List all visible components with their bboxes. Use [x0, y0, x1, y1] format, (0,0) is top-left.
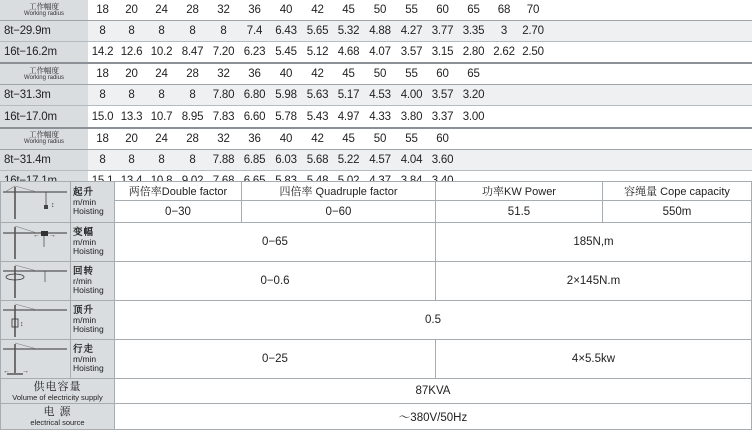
load-value-cell: 4.68	[333, 42, 364, 64]
load-row-label: 8t−29.9m	[0, 21, 88, 42]
radius-cell: 36	[239, 63, 270, 85]
radius-cell: 50	[364, 63, 396, 85]
luffing-power-value: 185N,m	[436, 223, 752, 262]
load-value-cell: 2.70	[519, 21, 547, 42]
load-row	[0, 85, 752, 106]
radius-cell: 40	[270, 0, 302, 21]
filler-cell	[547, 0, 752, 21]
jacking-label: 顶升 m/min Hoisting	[71, 301, 115, 340]
radius-cell: 45	[333, 63, 364, 85]
hoisting-label: 起升 m/min Hoisting	[71, 182, 115, 223]
load-value-cell: 8	[88, 85, 117, 106]
load-row	[0, 149, 752, 170]
load-value-cell	[519, 149, 547, 170]
load-chart-table	[0, 0, 752, 193]
radius-cell: 70	[519, 0, 547, 21]
load-value-cell: 10.7	[146, 106, 177, 128]
parameters-table	[0, 181, 752, 430]
load-value-cell: 4.97	[333, 106, 364, 128]
slewing-speed-value: 0−0.6	[115, 262, 436, 301]
filler-cell	[547, 106, 752, 128]
load-value-cell: 7.4	[239, 21, 270, 42]
load-value-cell: 6.03	[270, 149, 302, 170]
radius-cell	[519, 128, 547, 150]
load-value-cell	[489, 149, 519, 170]
radius-cell: 20	[117, 63, 146, 85]
load-value-cell: 5.22	[333, 149, 364, 170]
load-value-cell: 5.32	[333, 21, 364, 42]
load-value-cell: 3.20	[458, 85, 489, 106]
load-value-cell: 5.12	[302, 42, 333, 64]
filler-cell	[547, 85, 752, 106]
load-value-cell: 8	[117, 85, 146, 106]
filler-cell	[547, 149, 752, 170]
load-value-cell	[458, 149, 489, 170]
load-value-cell: 4.33	[364, 106, 396, 128]
load-value-cell	[519, 106, 547, 128]
radius-cell: 60	[427, 63, 458, 85]
radius-cell	[458, 128, 489, 150]
radius-cell: 68	[489, 0, 519, 21]
radius-cell: 28	[177, 128, 208, 150]
load-value-cell: 8	[177, 21, 208, 42]
svg-text:↕: ↕	[51, 202, 55, 209]
radius-cell: 20	[117, 0, 146, 21]
load-value-cell: 5.45	[270, 42, 302, 64]
radius-cell	[489, 128, 519, 150]
radius-cell: 42	[302, 128, 333, 150]
svg-text:←: ←	[3, 368, 10, 375]
load-value-cell: 3.80	[396, 106, 427, 128]
radius-cell: 18	[88, 128, 117, 150]
load-value-cell: 4.53	[364, 85, 396, 106]
travelling-label: 行走 m/min Hoisting	[71, 340, 115, 379]
radius-cell: 55	[396, 0, 427, 21]
svg-text:→: →	[49, 232, 56, 239]
load-value-cell: 5.65	[302, 21, 333, 42]
load-value-cell: 4.04	[396, 149, 427, 170]
radius-cell: 24	[146, 0, 177, 21]
load-row-label: 8t−31.3m	[0, 85, 88, 106]
capacity-header: 容绳量 Cope capacity	[603, 182, 752, 201]
crane-trolley-icon	[1, 223, 71, 262]
load-value-cell: 13.3	[117, 106, 146, 128]
load-value-cell: 6.43	[270, 21, 302, 42]
load-value-cell: 7.80	[208, 85, 239, 106]
load-value-cell: 3.57	[427, 85, 458, 106]
load-value-cell	[489, 106, 519, 128]
load-value-cell: 7.20	[208, 42, 239, 64]
radius-cell: 28	[177, 63, 208, 85]
hoisting-quadruple-value: 0−60	[242, 201, 436, 223]
load-value-cell: 3.77	[427, 21, 458, 42]
load-value-cell: 3	[489, 21, 519, 42]
radius-cell: 24	[146, 63, 177, 85]
radius-cell: 18	[88, 0, 117, 21]
load-value-cell: 4.88	[364, 21, 396, 42]
radius-cell: 55	[396, 128, 427, 150]
load-row	[0, 21, 752, 42]
double-factor-header: 两倍率Double factor	[115, 182, 242, 201]
travelling-power-value: 4×5.5kw	[436, 340, 752, 379]
radius-cell: 40	[270, 128, 302, 150]
radius-cell: 18	[88, 63, 117, 85]
radius-cell: 36	[239, 0, 270, 21]
load-value-cell: 8	[117, 149, 146, 170]
load-value-cell: 8	[146, 149, 177, 170]
radius-header-row	[0, 0, 752, 21]
load-value-cell	[489, 85, 519, 106]
load-value-cell: 5.63	[302, 85, 333, 106]
radius-cell	[519, 63, 547, 85]
load-value-cell: 8.47	[177, 42, 208, 64]
load-value-cell: 6.60	[239, 106, 270, 128]
svg-text:←: ←	[33, 232, 40, 239]
load-value-cell: 2.50	[519, 42, 547, 64]
load-value-cell: 7.83	[208, 106, 239, 128]
radius-cell: 20	[117, 128, 146, 150]
electrical-source-label: 电 源 electrical source	[1, 404, 115, 430]
load-value-cell: 3.57	[396, 42, 427, 64]
load-value-cell: 6.23	[239, 42, 270, 64]
load-value-cell	[519, 85, 547, 106]
radius-cell: 60	[427, 0, 458, 21]
radius-cell: 50	[364, 128, 396, 150]
filler-cell	[547, 21, 752, 42]
load-value-cell: 6.80	[239, 85, 270, 106]
electricity-supply-label: 供电容量 Volume of electricity supply	[1, 379, 115, 404]
load-value-cell: 4.27	[396, 21, 427, 42]
working-radius-label: 工作幅度 Working radius	[0, 128, 88, 150]
travelling-speed-value: 0−25	[115, 340, 436, 379]
electrical-source-value: ～380V/50Hz	[115, 404, 752, 430]
filler-cell	[547, 128, 752, 150]
crane-hoist-icon	[1, 182, 71, 223]
load-value-cell: 15.0	[88, 106, 117, 128]
radius-cell: 32	[208, 63, 239, 85]
load-row	[0, 106, 752, 128]
load-value-cell: 8	[88, 149, 117, 170]
load-value-cell: 8	[208, 21, 239, 42]
hoisting-capacity-value: 550m	[603, 201, 752, 223]
load-value-cell: 8	[88, 21, 117, 42]
load-value-cell: 3.37	[427, 106, 458, 128]
hoisting-double-value: 0−30	[115, 201, 242, 223]
radius-cell: 65	[458, 63, 489, 85]
load-value-cell: 8.95	[177, 106, 208, 128]
load-value-cell: 5.98	[270, 85, 302, 106]
load-value-cell: 3.35	[458, 21, 489, 42]
svg-text:→: →	[22, 368, 29, 375]
crane-slew-icon	[1, 262, 71, 301]
svg-text:↕: ↕	[20, 321, 24, 328]
radius-cell: 45	[333, 128, 364, 150]
radius-cell: 24	[146, 128, 177, 150]
load-value-cell: 4.57	[364, 149, 396, 170]
luffing-speed-value: 0−65	[115, 223, 436, 262]
radius-cell: 45	[333, 0, 364, 21]
slewing-power-value: 2×145N.m	[436, 262, 752, 301]
jacking-value: 0.5	[115, 301, 752, 340]
load-value-cell: 3.60	[427, 149, 458, 170]
electricity-supply-value: 87KVA	[115, 379, 752, 404]
load-value-cell: 10.2	[146, 42, 177, 64]
hoisting-power-value: 51.5	[436, 201, 603, 223]
load-value-cell: 8	[177, 85, 208, 106]
load-value-cell: 6.85	[239, 149, 270, 170]
radius-cell: 32	[208, 128, 239, 150]
load-row	[0, 42, 752, 64]
working-radius-label: 工作幅度 Working radius	[0, 0, 88, 21]
radius-cell: 32	[208, 0, 239, 21]
load-value-cell: 2.80	[458, 42, 489, 64]
crane-travel-icon	[1, 340, 71, 379]
load-value-cell: 4.00	[396, 85, 427, 106]
load-value-cell: 7.88	[208, 149, 239, 170]
radius-cell: 28	[177, 0, 208, 21]
working-radius-label: 工作幅度 Working radius	[0, 63, 88, 85]
load-row-label: 16t−17.0m	[0, 106, 88, 128]
load-value-cell: 3.15	[427, 42, 458, 64]
load-value-cell: 5.68	[302, 149, 333, 170]
filler-cell	[547, 63, 752, 85]
radius-header-row	[0, 63, 752, 85]
radius-cell: 42	[302, 0, 333, 21]
filler-cell	[547, 42, 752, 64]
slewing-label: 回转 r/min Hoisting	[71, 262, 115, 301]
crane-climb-icon	[1, 301, 71, 340]
luffing-label: 变幅 m/min Hoisting	[71, 223, 115, 262]
load-value-cell: 4.07	[364, 42, 396, 64]
load-value-cell: 5.78	[270, 106, 302, 128]
radius-cell: 60	[427, 128, 458, 150]
load-value-cell: 8	[146, 21, 177, 42]
radius-header-row	[0, 128, 752, 150]
load-row-label: 8t−31.4m	[0, 149, 88, 170]
load-value-cell: 12.6	[117, 42, 146, 64]
power-header: 功率KW Power	[436, 182, 603, 201]
load-value-cell: 14.2	[88, 42, 117, 64]
load-value-cell: 5.43	[302, 106, 333, 128]
radius-cell: 42	[302, 63, 333, 85]
radius-cell: 65	[458, 0, 489, 21]
quadruple-factor-header: 四倍率 Quadruple factor	[242, 182, 436, 201]
load-value-cell: 8	[177, 149, 208, 170]
load-row-label: 16t−16.2m	[0, 42, 88, 64]
load-value-cell: 5.17	[333, 85, 364, 106]
radius-cell: 50	[364, 0, 396, 21]
radius-cell	[489, 63, 519, 85]
radius-cell: 55	[396, 63, 427, 85]
load-value-cell: 2.62	[489, 42, 519, 64]
radius-cell: 40	[270, 63, 302, 85]
load-value-cell: 8	[146, 85, 177, 106]
load-value-cell: 8	[117, 21, 146, 42]
load-value-cell: 3.00	[458, 106, 489, 128]
radius-cell: 36	[239, 128, 270, 150]
